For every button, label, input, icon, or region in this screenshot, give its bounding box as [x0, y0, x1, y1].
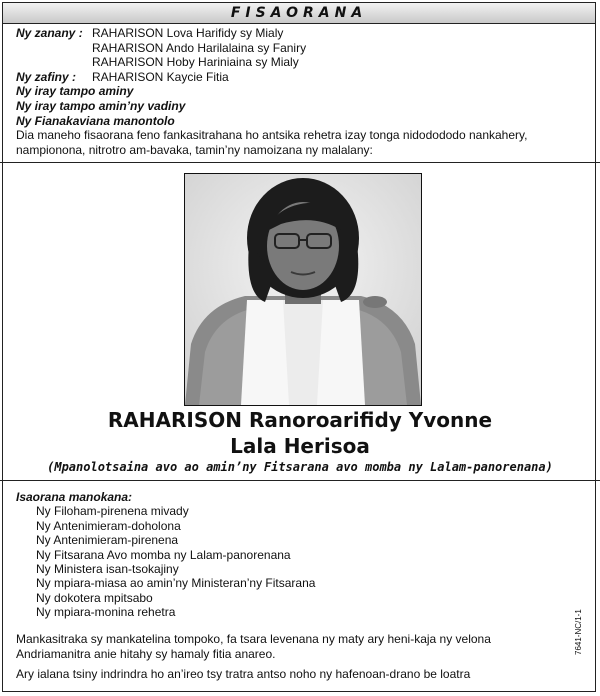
child-name: RAHARISON Ando Harilalaina sy Faniry: [92, 40, 307, 55]
special-thanks-list: [16, 504, 315, 619]
intro-text: Dia maneho fisaorana feno fankasitrahana ho antsika rehetra izay tonga nidodododo nankahery, nampionona, nitrotro am-bavaka, tamin’ny namoizana ny malalany:: [16, 128, 528, 157]
person-name-line2: Lala Herisoa: [230, 434, 370, 458]
divider: [0, 162, 600, 163]
list-item: Ny Ministera isan-tsokajiny: [36, 562, 179, 577]
family-line: Ny iray tampo amin’ny vadiny: [16, 98, 186, 113]
grandchildren-row: [16, 70, 586, 85]
children-label: Ny zanany :: [16, 26, 83, 40]
list-item: Ny mpiara-miasa ao amin’ny Ministeran’ny Fitsarana: [36, 576, 316, 591]
closing-text: [16, 632, 491, 661]
grandchildren-label: Ny zafiny :: [16, 69, 77, 84]
list-item: Ny Antenimieram-pirenena: [36, 533, 179, 548]
children-names: [92, 26, 306, 70]
reference-code: 7641-NC/1-1: [574, 609, 583, 655]
list-item: Ny mpiara-monina rehetra: [36, 605, 176, 620]
person-name-line1: RAHARISON Ranoroarifidy Yvonne: [107, 408, 493, 432]
notice-header: [3, 3, 595, 24]
child-name: RAHARISON Hoby Hariniaina sy Mialy: [92, 55, 299, 70]
portrait-photo: [184, 173, 422, 406]
list-item: Ny dokotera mpitsabo: [36, 590, 153, 605]
list-item: Ny Filoham-pirenena mivady: [36, 504, 189, 519]
closing-line: Mankasitraka sy mankatelina tompoko, fa tsara levenana ny maty ary heni-kaja ny velona: [16, 632, 491, 646]
family-line: Ny iray tampo aminy: [16, 84, 134, 99]
closing-line: Andriamanitra anie hitahy sy hamaly fitia anareo.: [16, 646, 276, 661]
divider: [0, 480, 600, 481]
children-row: [16, 26, 586, 70]
special-thanks-section: [16, 490, 315, 620]
person-title: (Mpanolotsaina avo ao amin’ny Fitsarana avo momba ny Lalam-panorenana): [47, 460, 553, 474]
apology-text: Ary ialana tsiny indrindra ho an’ireo tsy tratra antso noho ny hafenoan-drano be loatra: [16, 667, 471, 681]
notice-title: FISAORANA: [230, 5, 368, 21]
portrait-image: [185, 174, 421, 405]
child-name: RAHARISON Lova Harifidy sy Mialy: [92, 26, 284, 40]
special-thanks-label: Isaorana manokana:: [16, 490, 133, 504]
grandchild-name: RAHARISON Kaycie Fitia: [92, 69, 229, 84]
family-section: [16, 26, 586, 157]
list-item: Ny Fitsarana Avo momba ny Lalam-panorenana: [36, 547, 291, 562]
family-line: Ny Fianakaviana manontolo: [16, 113, 175, 128]
list-item: Ny Antenimieram-doholona: [36, 518, 181, 533]
